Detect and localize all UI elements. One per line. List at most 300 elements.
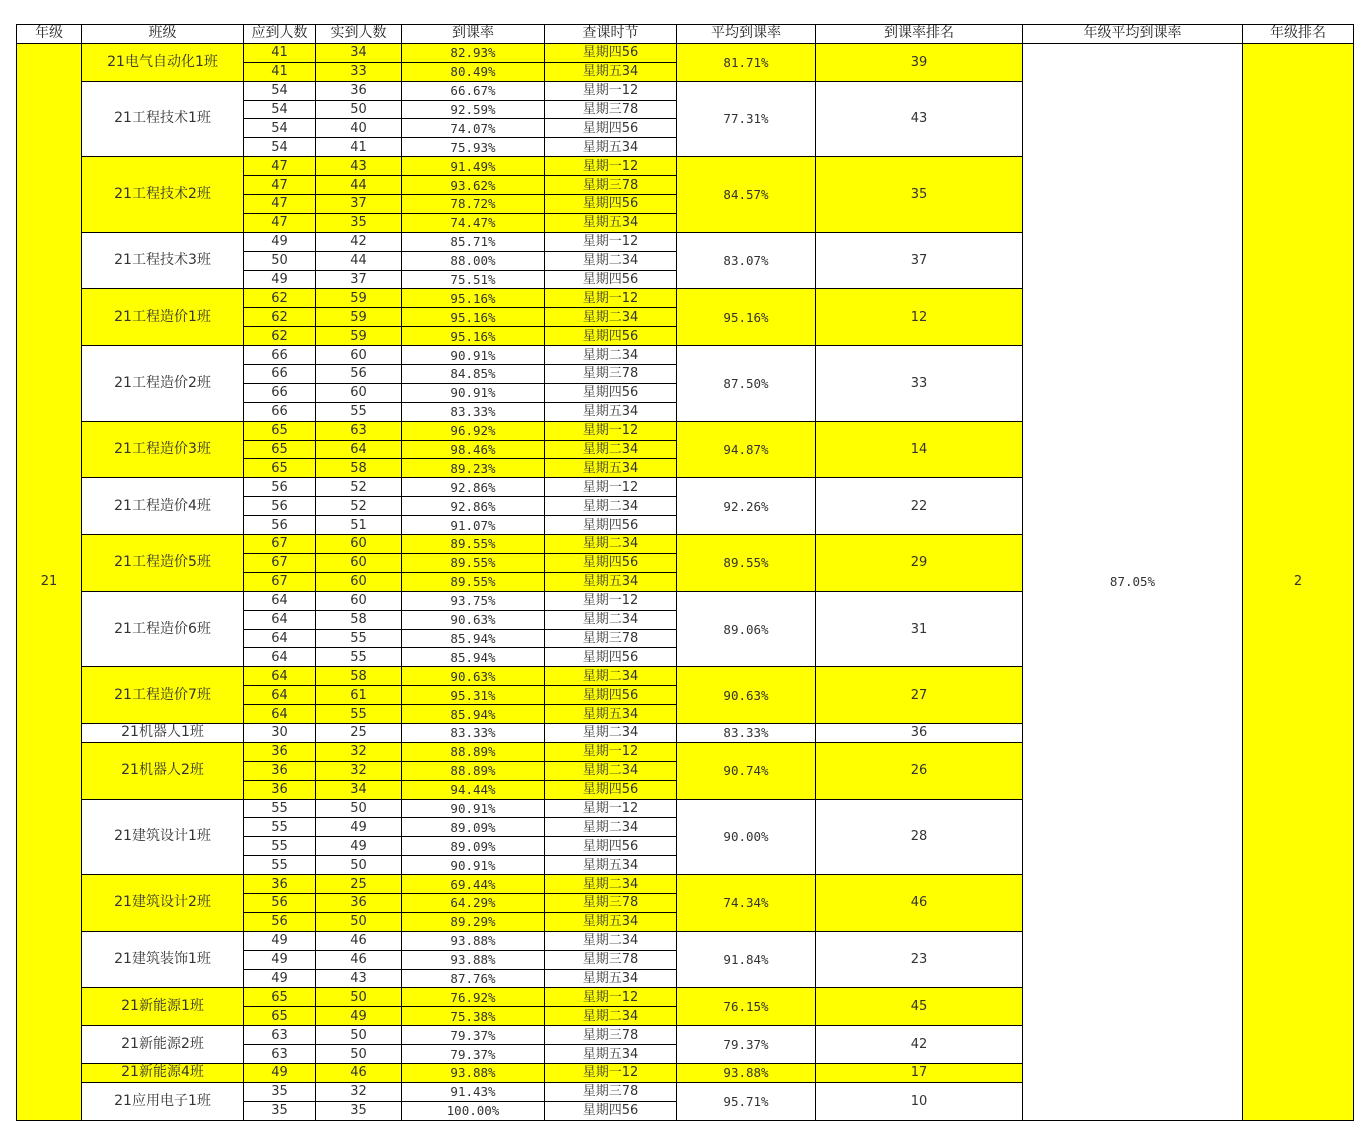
actual-count-cell: 60 [316, 591, 402, 610]
actual-count-cell: 37 [316, 195, 402, 214]
header-rate: 到课率 [402, 25, 545, 44]
actual-count-cell: 34 [316, 780, 402, 799]
expected-count-cell: 55 [244, 799, 316, 818]
session-cell: 星期一12 [545, 478, 677, 497]
class-name-cell: 21新能源4班 [82, 1063, 244, 1082]
expected-count-cell: 49 [244, 1063, 316, 1082]
attendance-rate-cell: 83.33% [402, 723, 545, 742]
session-cell: 星期四56 [545, 837, 677, 856]
class-rank-cell: 45 [816, 988, 1023, 1026]
expected-count-cell: 47 [244, 157, 316, 176]
class-rank-cell: 33 [816, 346, 1023, 422]
session-cell: 星期二34 [545, 308, 677, 327]
class-rank-cell: 28 [816, 799, 1023, 875]
expected-count-cell: 64 [244, 648, 316, 667]
class-rank-cell: 35 [816, 157, 1023, 233]
attendance-rate-cell: 95.31% [402, 686, 545, 705]
class-avg-rate-cell: 89.06% [677, 591, 816, 667]
attendance-rate-cell: 90.91% [402, 856, 545, 875]
expected-count-cell: 36 [244, 875, 316, 894]
session-cell: 星期一12 [545, 289, 677, 308]
attendance-rate-cell: 88.89% [402, 742, 545, 761]
expected-count-cell: 49 [244, 931, 316, 950]
class-name-cell: 21工程造价1班 [82, 289, 244, 346]
class-name-cell: 21建筑装饰1班 [82, 931, 244, 988]
class-name-cell: 21电气自动化1班 [82, 43, 244, 81]
class-rank-cell: 26 [816, 742, 1023, 799]
class-rank-cell: 17 [816, 1063, 1023, 1082]
actual-count-cell: 46 [316, 950, 402, 969]
session-cell: 星期三78 [545, 629, 677, 648]
actual-count-cell: 36 [316, 81, 402, 100]
attendance-rate-cell: 92.86% [402, 478, 545, 497]
expected-count-cell: 64 [244, 705, 316, 724]
expected-count-cell: 54 [244, 100, 316, 119]
attendance-rate-cell: 91.43% [402, 1082, 545, 1101]
attendance-rate-cell: 75.38% [402, 1007, 545, 1026]
actual-count-cell: 55 [316, 705, 402, 724]
attendance-rate-cell: 69.44% [402, 875, 545, 894]
session-cell: 星期四56 [545, 648, 677, 667]
class-rank-cell: 43 [816, 81, 1023, 157]
expected-count-cell: 47 [244, 176, 316, 195]
actual-count-cell: 46 [316, 931, 402, 950]
actual-count-cell: 59 [316, 308, 402, 327]
expected-count-cell: 54 [244, 119, 316, 138]
class-avg-rate-cell: 95.16% [677, 289, 816, 346]
actual-count-cell: 59 [316, 289, 402, 308]
attendance-rate-cell: 95.16% [402, 327, 545, 346]
attendance-rate-cell: 89.55% [402, 553, 545, 572]
attendance-rate-cell: 84.85% [402, 365, 545, 384]
attendance-rate-cell: 89.55% [402, 572, 545, 591]
session-cell: 星期五34 [545, 62, 677, 81]
session-cell: 星期一12 [545, 157, 677, 176]
expected-count-cell: 67 [244, 572, 316, 591]
expected-count-cell: 63 [244, 1045, 316, 1064]
session-cell: 星期一12 [545, 742, 677, 761]
attendance-rate-cell: 88.89% [402, 761, 545, 780]
session-cell: 星期四56 [545, 327, 677, 346]
class-avg-rate-cell: 83.33% [677, 723, 816, 742]
grade-rank-cell: 2 [1243, 43, 1354, 1120]
class-name-cell: 21工程造价2班 [82, 346, 244, 422]
class-avg-rate-cell: 90.63% [677, 667, 816, 724]
session-cell: 星期二34 [545, 723, 677, 742]
session-cell: 星期三78 [545, 365, 677, 384]
session-cell: 星期二34 [545, 346, 677, 365]
session-cell: 星期二34 [545, 610, 677, 629]
actual-count-cell: 50 [316, 1026, 402, 1045]
attendance-table [16, 24, 1354, 1121]
actual-count-cell: 59 [316, 327, 402, 346]
class-rank-cell: 36 [816, 723, 1023, 742]
session-cell: 星期五34 [545, 912, 677, 931]
actual-count-cell: 50 [316, 856, 402, 875]
expected-count-cell: 50 [244, 251, 316, 270]
actual-count-cell: 55 [316, 629, 402, 648]
attendance-rate-cell: 89.23% [402, 459, 545, 478]
class-name-cell: 21应用电子1班 [82, 1082, 244, 1120]
actual-count-cell: 34 [316, 43, 402, 62]
expected-count-cell: 41 [244, 62, 316, 81]
attendance-rate-cell: 85.94% [402, 648, 545, 667]
attendance-rate-cell: 93.75% [402, 591, 545, 610]
session-cell: 星期二34 [545, 497, 677, 516]
session-cell: 星期四56 [545, 43, 677, 62]
class-avg-rate-cell: 81.71% [677, 43, 816, 81]
actual-count-cell: 41 [316, 138, 402, 157]
actual-count-cell: 63 [316, 421, 402, 440]
session-cell: 星期四56 [545, 553, 677, 572]
session-cell: 星期二34 [545, 251, 677, 270]
session-cell: 星期二34 [545, 875, 677, 894]
actual-count-cell: 32 [316, 742, 402, 761]
session-cell: 星期四56 [545, 195, 677, 214]
attendance-rate-cell: 79.37% [402, 1045, 545, 1064]
actual-count-cell: 33 [316, 62, 402, 81]
class-name-cell: 21建筑设计2班 [82, 875, 244, 932]
session-cell: 星期三78 [545, 176, 677, 195]
expected-count-cell: 64 [244, 629, 316, 648]
class-rank-cell: 14 [816, 421, 1023, 478]
attendance-rate-cell: 90.91% [402, 383, 545, 402]
session-cell: 星期三78 [545, 1026, 677, 1045]
attendance-rate-cell: 75.51% [402, 270, 545, 289]
expected-count-cell: 49 [244, 232, 316, 251]
session-cell: 星期一12 [545, 421, 677, 440]
session-cell: 星期三78 [545, 1082, 677, 1101]
attendance-rate-cell: 80.49% [402, 62, 545, 81]
expected-count-cell: 65 [244, 421, 316, 440]
class-avg-rate-cell: 74.34% [677, 875, 816, 932]
session-cell: 星期二34 [545, 667, 677, 686]
actual-count-cell: 25 [316, 723, 402, 742]
expected-count-cell: 41 [244, 43, 316, 62]
session-cell: 星期四56 [545, 686, 677, 705]
attendance-rate-cell: 85.94% [402, 705, 545, 724]
session-cell: 星期五34 [545, 856, 677, 875]
expected-count-cell: 49 [244, 270, 316, 289]
class-name-cell: 21工程造价3班 [82, 421, 244, 478]
session-cell: 星期四56 [545, 780, 677, 799]
attendance-rate-cell: 66.67% [402, 81, 545, 100]
class-rank-cell: 23 [816, 931, 1023, 988]
attendance-rate-cell: 75.93% [402, 138, 545, 157]
actual-count-cell: 44 [316, 176, 402, 195]
table-body [17, 25, 1354, 1121]
expected-count-cell: 62 [244, 308, 316, 327]
class-rank-cell: 12 [816, 289, 1023, 346]
expected-count-cell: 30 [244, 723, 316, 742]
class-name-cell: 21新能源2班 [82, 1026, 244, 1064]
expected-count-cell: 49 [244, 969, 316, 988]
session-cell: 星期二34 [545, 761, 677, 780]
class-name-cell: 21机器人2班 [82, 742, 244, 799]
attendance-rate-cell: 64.29% [402, 893, 545, 912]
actual-count-cell: 46 [316, 1063, 402, 1082]
actual-count-cell: 37 [316, 270, 402, 289]
class-name-cell: 21工程技术1班 [82, 81, 244, 157]
header-rate-rank: 到课率排名 [816, 25, 1023, 44]
session-cell: 星期二34 [545, 1007, 677, 1026]
expected-count-cell: 55 [244, 856, 316, 875]
class-avg-rate-cell: 90.74% [677, 742, 816, 799]
expected-count-cell: 65 [244, 440, 316, 459]
expected-count-cell: 54 [244, 81, 316, 100]
class-avg-rate-cell: 92.26% [677, 478, 816, 535]
attendance-rate-cell: 89.55% [402, 535, 545, 554]
expected-count-cell: 65 [244, 1007, 316, 1026]
class-rank-cell: 22 [816, 478, 1023, 535]
actual-count-cell: 55 [316, 402, 402, 421]
actual-count-cell: 52 [316, 478, 402, 497]
class-rank-cell: 31 [816, 591, 1023, 667]
attendance-rate-cell: 96.92% [402, 421, 545, 440]
class-name-cell: 21工程造价7班 [82, 667, 244, 724]
attendance-rate-cell: 91.07% [402, 516, 545, 535]
expected-count-cell: 66 [244, 365, 316, 384]
session-cell: 星期四56 [545, 270, 677, 289]
class-name-cell: 21工程造价4班 [82, 478, 244, 535]
attendance-rate-cell: 76.92% [402, 988, 545, 1007]
class-avg-rate-cell: 94.87% [677, 421, 816, 478]
class-name-cell: 21工程技术3班 [82, 232, 244, 289]
expected-count-cell: 56 [244, 516, 316, 535]
expected-count-cell: 54 [244, 138, 316, 157]
expected-count-cell: 62 [244, 327, 316, 346]
expected-count-cell: 35 [244, 1101, 316, 1120]
session-cell: 星期五34 [545, 572, 677, 591]
expected-count-cell: 56 [244, 893, 316, 912]
attendance-rate-cell: 93.88% [402, 1063, 545, 1082]
session-cell: 星期一12 [545, 591, 677, 610]
actual-count-cell: 55 [316, 648, 402, 667]
expected-count-cell: 66 [244, 383, 316, 402]
attendance-rate-cell: 95.16% [402, 308, 545, 327]
class-rank-cell: 46 [816, 875, 1023, 932]
attendance-rate-cell: 93.88% [402, 950, 545, 969]
session-cell: 星期二34 [545, 818, 677, 837]
attendance-rate-cell: 92.86% [402, 497, 545, 516]
actual-count-cell: 64 [316, 440, 402, 459]
header-avg-rate: 平均到课率 [677, 25, 816, 44]
session-cell: 星期一12 [545, 81, 677, 100]
actual-count-cell: 58 [316, 610, 402, 629]
header-grade-rank: 年级排名 [1243, 25, 1354, 44]
class-name-cell: 21机器人1班 [82, 723, 244, 742]
expected-count-cell: 47 [244, 213, 316, 232]
header-grade: 年级 [17, 25, 82, 44]
attendance-rate-cell: 90.63% [402, 667, 545, 686]
expected-count-cell: 49 [244, 950, 316, 969]
actual-count-cell: 43 [316, 157, 402, 176]
attendance-rate-cell: 98.46% [402, 440, 545, 459]
attendance-rate-cell: 85.71% [402, 232, 545, 251]
class-avg-rate-cell: 90.00% [677, 799, 816, 875]
expected-count-cell: 36 [244, 742, 316, 761]
actual-count-cell: 40 [316, 119, 402, 138]
class-rank-cell: 27 [816, 667, 1023, 724]
class-avg-rate-cell: 95.71% [677, 1082, 816, 1120]
actual-count-cell: 60 [316, 383, 402, 402]
expected-count-cell: 65 [244, 459, 316, 478]
actual-count-cell: 42 [316, 232, 402, 251]
class-avg-rate-cell: 83.07% [677, 232, 816, 289]
actual-count-cell: 60 [316, 553, 402, 572]
session-cell: 星期五34 [545, 402, 677, 421]
expected-count-cell: 62 [244, 289, 316, 308]
actual-count-cell: 60 [316, 572, 402, 591]
session-cell: 星期五34 [545, 1045, 677, 1064]
session-cell: 星期四56 [545, 1101, 677, 1120]
class-rank-cell: 37 [816, 232, 1023, 289]
session-cell: 星期一12 [545, 1063, 677, 1082]
expected-count-cell: 47 [244, 195, 316, 214]
class-name-cell: 21工程技术2班 [82, 157, 244, 233]
attendance-rate-cell: 79.37% [402, 1026, 545, 1045]
grade-cell: 21 [17, 43, 82, 1120]
actual-count-cell: 58 [316, 667, 402, 686]
class-avg-rate-cell: 87.50% [677, 346, 816, 422]
table-row [17, 43, 1354, 62]
session-cell: 星期五34 [545, 969, 677, 988]
attendance-rate-cell: 95.16% [402, 289, 545, 308]
actual-count-cell: 56 [316, 365, 402, 384]
actual-count-cell: 25 [316, 875, 402, 894]
attendance-rate-cell: 93.88% [402, 931, 545, 950]
actual-count-cell: 50 [316, 912, 402, 931]
actual-count-cell: 32 [316, 1082, 402, 1101]
actual-count-cell: 52 [316, 497, 402, 516]
class-rank-cell: 42 [816, 1026, 1023, 1064]
actual-count-cell: 60 [316, 535, 402, 554]
expected-count-cell: 35 [244, 1082, 316, 1101]
session-cell: 星期三78 [545, 950, 677, 969]
actual-count-cell: 43 [316, 969, 402, 988]
attendance-rate-cell: 89.09% [402, 818, 545, 837]
actual-count-cell: 58 [316, 459, 402, 478]
actual-count-cell: 49 [316, 1007, 402, 1026]
header-session: 查课时节 [545, 25, 677, 44]
session-cell: 星期五34 [545, 705, 677, 724]
attendance-rate-cell: 87.76% [402, 969, 545, 988]
attendance-rate-cell: 90.91% [402, 346, 545, 365]
session-cell: 星期五34 [545, 138, 677, 157]
session-cell: 星期一12 [545, 988, 677, 1007]
expected-count-cell: 36 [244, 780, 316, 799]
attendance-rate-cell: 83.33% [402, 402, 545, 421]
actual-count-cell: 49 [316, 818, 402, 837]
expected-count-cell: 65 [244, 988, 316, 1007]
actual-count-cell: 35 [316, 213, 402, 232]
attendance-rate-cell: 89.09% [402, 837, 545, 856]
actual-count-cell: 60 [316, 346, 402, 365]
attendance-rate-cell: 82.93% [402, 43, 545, 62]
attendance-rate-cell: 93.62% [402, 176, 545, 195]
expected-count-cell: 63 [244, 1026, 316, 1045]
attendance-rate-cell: 90.91% [402, 799, 545, 818]
session-cell: 星期一12 [545, 232, 677, 251]
expected-count-cell: 67 [244, 553, 316, 572]
class-avg-rate-cell: 84.57% [677, 157, 816, 233]
attendance-rate-cell: 78.72% [402, 195, 545, 214]
actual-count-cell: 50 [316, 799, 402, 818]
session-cell: 星期四56 [545, 516, 677, 535]
header-row [17, 25, 1354, 44]
expected-count-cell: 36 [244, 761, 316, 780]
expected-count-cell: 56 [244, 478, 316, 497]
expected-count-cell: 56 [244, 497, 316, 516]
session-cell: 星期二34 [545, 931, 677, 950]
expected-count-cell: 64 [244, 686, 316, 705]
header-expected: 应到人数 [244, 25, 316, 44]
class-name-cell: 21新能源1班 [82, 988, 244, 1026]
expected-count-cell: 67 [244, 535, 316, 554]
actual-count-cell: 36 [316, 893, 402, 912]
session-cell: 星期二34 [545, 440, 677, 459]
attendance-rate-cell: 74.47% [402, 213, 545, 232]
expected-count-cell: 55 [244, 837, 316, 856]
class-avg-rate-cell: 79.37% [677, 1026, 816, 1064]
actual-count-cell: 50 [316, 988, 402, 1007]
session-cell: 星期四56 [545, 119, 677, 138]
class-rank-cell: 39 [816, 43, 1023, 81]
attendance-rate-cell: 100.00% [402, 1101, 545, 1120]
session-cell: 星期三78 [545, 100, 677, 119]
actual-count-cell: 32 [316, 761, 402, 780]
class-avg-rate-cell: 89.55% [677, 535, 816, 592]
expected-count-cell: 66 [244, 402, 316, 421]
attendance-rate-cell: 85.94% [402, 629, 545, 648]
actual-count-cell: 61 [316, 686, 402, 705]
header-actual: 实到人数 [316, 25, 402, 44]
class-avg-rate-cell: 91.84% [677, 931, 816, 988]
expected-count-cell: 64 [244, 610, 316, 629]
class-rank-cell: 29 [816, 535, 1023, 592]
attendance-rate-cell: 89.29% [402, 912, 545, 931]
actual-count-cell: 50 [316, 1045, 402, 1064]
expected-count-cell: 55 [244, 818, 316, 837]
actual-count-cell: 44 [316, 251, 402, 270]
class-name-cell: 21工程造价6班 [82, 591, 244, 667]
attendance-rate-cell: 91.49% [402, 157, 545, 176]
session-cell: 星期五34 [545, 459, 677, 478]
class-name-cell: 21工程造价5班 [82, 535, 244, 592]
actual-count-cell: 51 [316, 516, 402, 535]
expected-count-cell: 66 [244, 346, 316, 365]
header-class: 班级 [82, 25, 244, 44]
class-rank-cell: 10 [816, 1082, 1023, 1120]
grade-avg-cell: 87.05% [1023, 43, 1243, 1120]
attendance-rate-cell: 92.59% [402, 100, 545, 119]
class-avg-rate-cell: 93.88% [677, 1063, 816, 1082]
header-grade-avg: 年级平均到课率 [1023, 25, 1243, 44]
actual-count-cell: 50 [316, 100, 402, 119]
session-cell: 星期二34 [545, 535, 677, 554]
actual-count-cell: 35 [316, 1101, 402, 1120]
session-cell: 星期一12 [545, 799, 677, 818]
class-avg-rate-cell: 77.31% [677, 81, 816, 157]
attendance-rate-cell: 74.07% [402, 119, 545, 138]
actual-count-cell: 49 [316, 837, 402, 856]
expected-count-cell: 64 [244, 591, 316, 610]
expected-count-cell: 56 [244, 912, 316, 931]
class-name-cell: 21建筑设计1班 [82, 799, 244, 875]
class-avg-rate-cell: 76.15% [677, 988, 816, 1026]
attendance-rate-cell: 94.44% [402, 780, 545, 799]
attendance-rate-cell: 88.00% [402, 251, 545, 270]
